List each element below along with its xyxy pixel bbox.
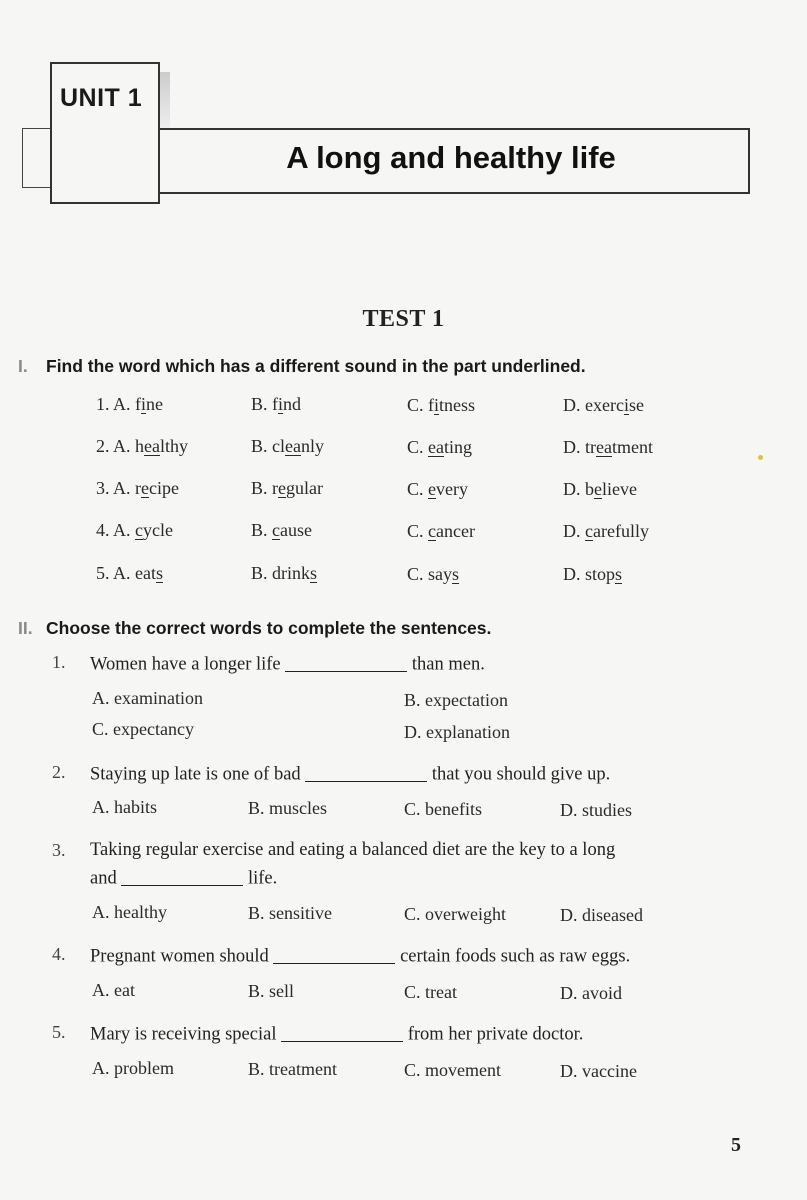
word-part: exerc xyxy=(585,395,624,415)
option-letter: C. xyxy=(407,395,424,415)
underlined-part: i xyxy=(434,395,440,415)
question-text-before: and xyxy=(90,868,122,889)
question-text xyxy=(90,762,610,786)
question-number: 2. xyxy=(96,436,110,456)
answer-blank xyxy=(285,652,407,672)
answer-blank xyxy=(121,866,243,886)
option-letter: C. xyxy=(407,437,424,457)
section-1-heading xyxy=(18,356,586,377)
underlined-part: c xyxy=(135,520,144,540)
underlined-part: e xyxy=(141,478,150,498)
sound-option xyxy=(251,520,312,541)
answer-option: A. problem xyxy=(92,1058,174,1078)
word-part: r xyxy=(135,478,142,498)
word-part: ancer xyxy=(436,521,475,541)
word-part: r xyxy=(272,478,279,498)
option-letter: A. xyxy=(113,394,131,414)
sound-option xyxy=(251,563,317,584)
question-number: 5. xyxy=(52,1022,66,1042)
option-letter: A. xyxy=(113,520,131,540)
underlined-part: e xyxy=(594,479,602,499)
word-part: very xyxy=(436,479,468,499)
option-letter: D. xyxy=(563,437,581,457)
sound-option xyxy=(96,520,173,541)
underlined-part: c xyxy=(428,521,437,541)
word-part: f xyxy=(428,395,435,415)
sound-option xyxy=(96,478,179,499)
question-text-after: life. xyxy=(243,868,278,889)
stray-dot-mark xyxy=(758,455,763,460)
question-number: 1. xyxy=(52,652,66,672)
answer-option: B. treatment xyxy=(248,1059,337,1079)
option-letter: C. xyxy=(407,564,424,584)
answer-option: C. movement xyxy=(404,1060,501,1080)
option-letter: D. xyxy=(563,479,581,499)
sound-option xyxy=(96,563,163,584)
underlined-part: s xyxy=(452,564,460,584)
underlined-part: i xyxy=(141,394,147,414)
answer-option: C. treat xyxy=(404,982,457,1002)
word-part: se xyxy=(628,395,644,415)
word-part: ne xyxy=(146,394,164,414)
question-number: 4. xyxy=(52,944,66,964)
sound-option xyxy=(407,395,475,416)
answer-blank xyxy=(305,762,427,782)
question-number: 3. xyxy=(52,840,66,860)
sound-option xyxy=(563,395,644,416)
question-text xyxy=(90,1022,583,1046)
option-letter: B. xyxy=(251,436,268,456)
answer-option: B. muscles xyxy=(248,798,327,818)
word-part: h xyxy=(135,436,145,456)
section-2-number: II. xyxy=(18,618,33,638)
option-letter: D. xyxy=(563,564,581,584)
word-part: lthy xyxy=(160,436,189,456)
answer-option: A. eat xyxy=(92,980,135,1000)
answer-option: D. diseased xyxy=(560,905,643,925)
option-letter: B. xyxy=(251,478,268,498)
answer-option: D. avoid xyxy=(560,983,622,1003)
word-part: f xyxy=(272,394,279,414)
answer-option: B. expectation xyxy=(404,690,508,710)
question-text xyxy=(90,944,630,968)
unit-label: UNIT 1 xyxy=(60,84,143,112)
question-text xyxy=(90,652,485,676)
underlined-part: ea xyxy=(596,437,612,457)
unit-title: A long and healthy life xyxy=(286,140,616,175)
word-part: say xyxy=(428,564,453,584)
option-letter: A. xyxy=(113,436,131,456)
answer-option: D. studies xyxy=(560,800,632,820)
word-part: nly xyxy=(301,436,325,456)
underlined-part: ea xyxy=(428,437,444,457)
option-letter: C. xyxy=(407,521,424,541)
question-number: 3. xyxy=(96,478,110,498)
underlined-part: c xyxy=(272,520,281,540)
sound-option xyxy=(407,521,475,542)
word-part: nd xyxy=(283,394,302,414)
underlined-part: s xyxy=(310,563,318,583)
underlined-part: i xyxy=(278,394,284,414)
underlined-part: e xyxy=(278,478,287,498)
sound-option xyxy=(563,437,653,458)
option-letter: D. xyxy=(563,521,581,541)
answer-option: A. habits xyxy=(92,797,157,817)
sound-option xyxy=(407,564,459,585)
answer-option: D. vaccine xyxy=(560,1061,637,1081)
section-2-instruction: Choose the correct words to complete the sentences. xyxy=(46,618,492,638)
word-part: arefully xyxy=(593,521,649,541)
answer-option: B. sell xyxy=(248,981,295,1001)
underlined-part: i xyxy=(623,395,629,415)
word-part: tr xyxy=(585,437,596,457)
option-letter: B. xyxy=(251,394,268,414)
answer-option: B. sensitive xyxy=(248,903,332,923)
answer-option: A. examination xyxy=(92,688,203,708)
underlined-part: e xyxy=(428,479,437,499)
word-part: ycle xyxy=(143,520,173,540)
word-part: ause xyxy=(280,520,312,540)
sound-option xyxy=(251,478,323,499)
question-text-after: than men. xyxy=(407,654,485,675)
section-1-number: I. xyxy=(18,356,28,376)
word-part: lieve xyxy=(602,479,637,499)
sound-option xyxy=(251,394,301,415)
word-part: stop xyxy=(585,564,616,584)
answer-option: C. expectancy xyxy=(92,719,194,739)
answer-option: C. overweight xyxy=(404,904,506,924)
answer-option: A. healthy xyxy=(92,902,167,922)
question-text-before: Staying up late is one of bad xyxy=(90,764,306,785)
sound-option xyxy=(563,521,649,542)
underlined-part: ea xyxy=(144,436,160,456)
answer-option: C. benefits xyxy=(404,799,482,819)
word-part: f xyxy=(135,394,142,414)
question-text-after: that you should give up. xyxy=(427,764,611,785)
sound-option xyxy=(563,479,637,500)
underlined-part: s xyxy=(615,564,623,584)
word-part: ting xyxy=(444,437,473,457)
word-part: drink xyxy=(272,563,311,583)
word-part: tment xyxy=(611,437,653,457)
option-letter: B. xyxy=(251,563,268,583)
question-number: 2. xyxy=(52,762,66,782)
question-text-before: Mary is receiving special xyxy=(90,1024,282,1045)
word-part: cipe xyxy=(149,478,179,498)
underlined-part: ea xyxy=(285,436,301,456)
question-number: 4. xyxy=(96,520,110,540)
answer-blank xyxy=(273,944,395,964)
underlined-part: s xyxy=(156,563,164,583)
test-title: TEST 1 xyxy=(362,306,445,332)
question-number: 1. xyxy=(96,394,110,414)
question-text-before: Pregnant women should xyxy=(90,946,274,967)
question-text-after: from her private doctor. xyxy=(403,1024,584,1045)
section-2-heading xyxy=(18,618,491,639)
option-letter: A. xyxy=(113,478,131,498)
question-text-line-1: Taking regular exercise and eating a balanced diet are the key to a long xyxy=(90,840,616,860)
question-text-after: certain foods such as raw eggs. xyxy=(395,946,631,967)
sound-option xyxy=(96,394,163,415)
section-1-instruction: Find the word which has a different sound in the part underlined. xyxy=(46,356,586,376)
question-text-before: Women have a longer life xyxy=(90,654,286,675)
sound-option xyxy=(407,479,468,500)
header-bracket-decoration xyxy=(22,128,53,188)
answer-blank xyxy=(281,1022,403,1042)
sound-option xyxy=(407,437,472,458)
word-part: eat xyxy=(135,563,156,583)
word-part: gular xyxy=(286,478,323,498)
question-text-line-2 xyxy=(90,866,277,890)
word-part: b xyxy=(585,479,594,499)
answer-option: D. explanation xyxy=(404,722,510,742)
underlined-part: c xyxy=(585,521,593,541)
option-letter: B. xyxy=(251,520,268,540)
page-number: 5 xyxy=(731,1134,741,1156)
question-number: 5. xyxy=(96,563,110,583)
word-part: tness xyxy=(439,395,476,415)
option-letter: C. xyxy=(407,479,424,499)
sound-option xyxy=(563,564,622,585)
option-letter: A. xyxy=(113,563,131,583)
sound-option xyxy=(96,436,188,457)
word-part: cl xyxy=(272,436,286,456)
sound-option xyxy=(251,436,324,457)
option-letter: D. xyxy=(563,395,581,415)
